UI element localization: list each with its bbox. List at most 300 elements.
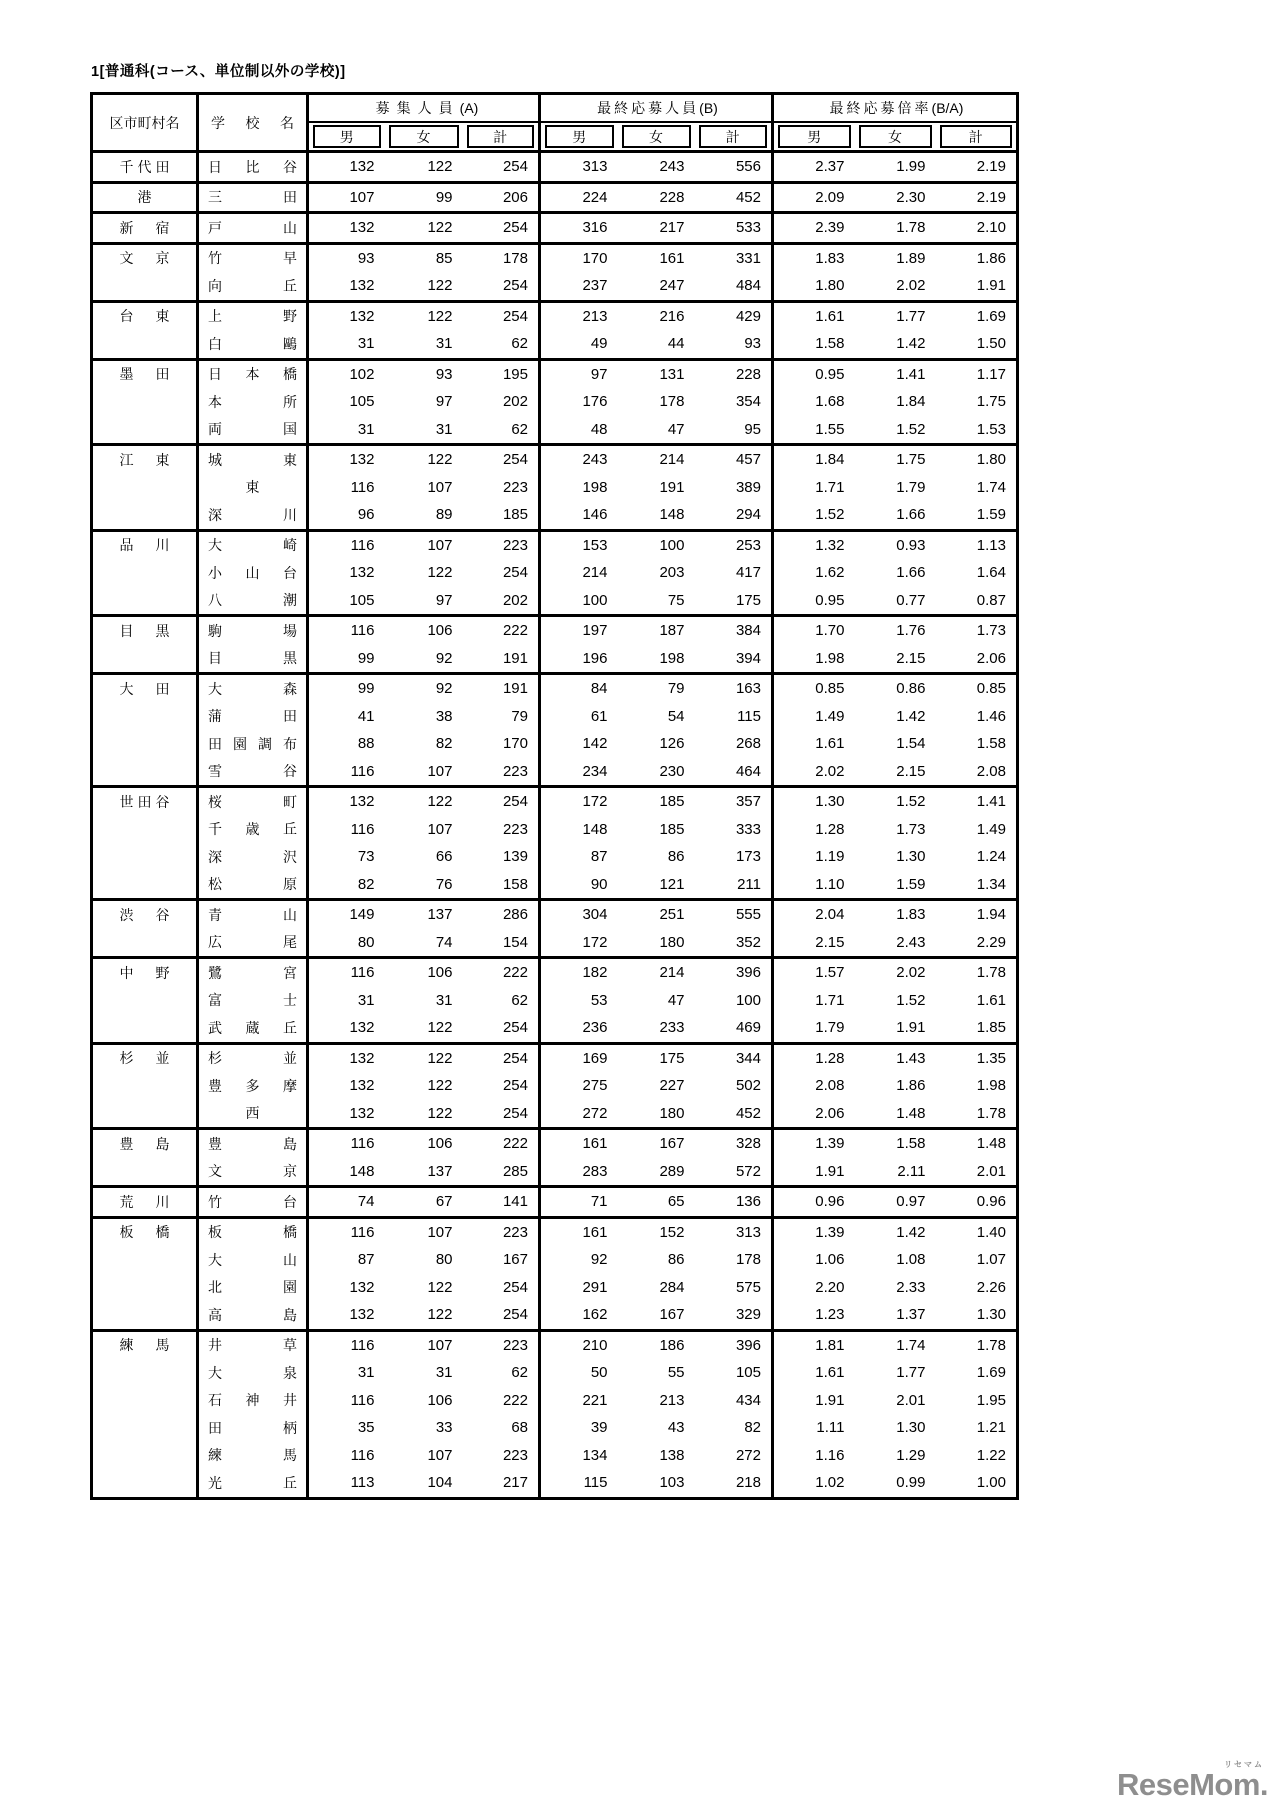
- value-cell: 1.28: [815, 820, 845, 838]
- value-cell: 285: [463, 1158, 540, 1187]
- value-cell: 122: [385, 213, 463, 244]
- subheader-male: 男: [308, 122, 385, 152]
- table-row: [92, 1442, 1018, 1470]
- value-cell: 1.70: [773, 616, 855, 645]
- value-cell: 38: [435, 707, 453, 725]
- value-cell: 286: [463, 900, 540, 929]
- value-cell: 394: [695, 645, 773, 674]
- school-cell: 八 潮: [198, 587, 308, 616]
- value-cell: 1.11: [816, 1419, 845, 1437]
- value-cell: 1.59: [976, 506, 1006, 524]
- value-cell: 115: [583, 1474, 608, 1492]
- value-cell: 106: [385, 1129, 463, 1158]
- school-cell: 文 京: [198, 1158, 308, 1187]
- school-cell: 大 泉: [198, 1359, 308, 1387]
- value-cell: 1.39: [773, 1217, 855, 1246]
- value-cell: 82: [695, 1414, 773, 1442]
- value-cell: 132: [349, 1306, 375, 1324]
- district-cell: 目 黒: [92, 616, 198, 674]
- subheader-female: 女: [855, 122, 936, 152]
- value-cell: 116: [350, 820, 375, 838]
- value-cell: 0.97: [855, 1187, 936, 1218]
- value-cell: 243: [618, 152, 695, 183]
- school-cell: 豊 島: [198, 1129, 308, 1158]
- value-cell: 228: [695, 359, 773, 388]
- value-cell: 254: [463, 272, 540, 301]
- value-cell: 178: [463, 243, 540, 272]
- header-group-ratio: 最終応募倍率(B/A): [773, 94, 1018, 123]
- table-row: [92, 1217, 1018, 1246]
- district-cell: 世 田 谷: [92, 787, 198, 900]
- value-cell: 1.98: [976, 1077, 1006, 1095]
- school-cell: 青 山: [198, 900, 308, 929]
- table-row: [92, 843, 1018, 871]
- district-cell: 練 馬: [92, 1330, 198, 1498]
- value-cell: 1.75: [855, 445, 936, 474]
- value-cell: 186: [618, 1330, 695, 1359]
- value-cell: 161: [540, 1217, 618, 1246]
- value-cell: 469: [695, 1014, 773, 1043]
- value-cell: 149: [308, 900, 385, 929]
- table-row: [92, 1158, 1018, 1187]
- table-row: [92, 301, 1018, 330]
- school-cell: 日 本 橋: [198, 359, 308, 388]
- value-cell: 396: [695, 958, 773, 987]
- value-cell: 0.96: [773, 1187, 855, 1218]
- table-row: [92, 359, 1018, 388]
- value-cell: 187: [618, 616, 695, 645]
- table-row: [92, 182, 1018, 213]
- value-cell: 2.20: [815, 1278, 845, 1296]
- value-cell: 1.78: [936, 1330, 1018, 1359]
- value-cell: 1.52: [896, 420, 926, 438]
- district-cell: 渋 谷: [92, 900, 198, 958]
- value-cell: 167: [463, 1246, 540, 1274]
- value-cell: 1.78: [976, 1104, 1006, 1122]
- subheader-total: 計: [936, 122, 1018, 152]
- value-cell: 452: [695, 1100, 773, 1129]
- value-cell: 203: [659, 564, 685, 582]
- value-cell: 122: [427, 1278, 453, 1296]
- district-cell: 台 東: [92, 301, 198, 359]
- value-cell: 1.54: [896, 735, 926, 753]
- table-row: [92, 1014, 1018, 1043]
- value-cell: 93: [385, 359, 463, 388]
- table-row: [92, 474, 1018, 502]
- table-row: [92, 388, 1018, 416]
- value-cell: 107: [427, 1446, 453, 1464]
- value-cell: 47: [667, 420, 685, 438]
- value-cell: 105: [349, 591, 375, 609]
- value-cell: 2.06: [815, 1104, 845, 1122]
- value-cell: 148: [582, 820, 608, 838]
- table-row: [92, 871, 1018, 900]
- value-cell: 82: [435, 735, 453, 753]
- value-cell: 62: [463, 987, 540, 1015]
- value-cell: 210: [540, 1330, 618, 1359]
- value-cell: 223: [463, 474, 540, 502]
- value-cell: 1.84: [773, 445, 855, 474]
- school-cell: 城 東: [198, 445, 308, 474]
- value-cell: 0.85: [936, 674, 1018, 703]
- value-cell: 1.49: [815, 707, 845, 725]
- value-cell: 132: [349, 1278, 375, 1296]
- value-cell: 230: [659, 762, 685, 780]
- value-cell: 1.71: [815, 991, 845, 1009]
- value-cell: 175: [695, 587, 773, 616]
- table-row: [92, 1387, 1018, 1415]
- value-cell: 146: [582, 506, 608, 524]
- value-cell: 284: [659, 1278, 685, 1296]
- value-cell: 211: [695, 871, 773, 900]
- value-cell: 87: [590, 848, 608, 866]
- value-cell: 148: [349, 1162, 375, 1180]
- value-cell: 331: [695, 243, 773, 272]
- value-cell: 1.43: [855, 1043, 936, 1072]
- value-cell: 116: [308, 1129, 385, 1158]
- value-cell: 1.61: [976, 991, 1006, 1009]
- value-cell: 132: [349, 277, 375, 295]
- value-cell: 2.26: [976, 1278, 1006, 1296]
- table-body: [92, 152, 1018, 1499]
- value-cell: 116: [308, 1330, 385, 1359]
- table-row: [92, 330, 1018, 359]
- table-row: [92, 1043, 1018, 1072]
- value-cell: 218: [695, 1469, 773, 1498]
- value-cell: 153: [540, 530, 618, 559]
- value-cell: 139: [463, 843, 540, 871]
- school-cell: 目 黒: [198, 645, 308, 674]
- district-cell: 豊 島: [92, 1129, 198, 1187]
- table-row: [92, 152, 1018, 183]
- school-header-flex: 学 校 名: [211, 114, 294, 131]
- table-row: [92, 1246, 1018, 1274]
- value-cell: 1.83: [773, 243, 855, 272]
- value-cell: 106: [427, 1391, 453, 1409]
- value-cell: 132: [349, 1019, 375, 1037]
- value-cell: 1.62: [815, 564, 845, 582]
- value-cell: 170: [463, 730, 540, 758]
- school-cell: 日 比 谷: [198, 152, 308, 183]
- value-cell: 1.99: [855, 152, 936, 183]
- value-cell: 31: [357, 1364, 375, 1382]
- value-cell: 137: [385, 900, 463, 929]
- value-cell: 1.00: [976, 1474, 1006, 1492]
- table-row: [92, 1301, 1018, 1330]
- value-cell: 1.41: [855, 359, 936, 388]
- value-cell: 533: [695, 213, 773, 244]
- value-cell: 2.15: [815, 933, 845, 951]
- value-cell: 136: [695, 1187, 773, 1218]
- value-cell: 289: [659, 1162, 685, 1180]
- value-cell: 344: [695, 1043, 773, 1072]
- value-cell: 243: [540, 445, 618, 474]
- value-cell: 214: [618, 445, 695, 474]
- value-cell: 1.59: [896, 875, 926, 893]
- table-row: [92, 1100, 1018, 1129]
- value-cell: 107: [427, 762, 453, 780]
- school-cell: 深 沢: [198, 843, 308, 871]
- value-cell: 328: [695, 1129, 773, 1158]
- table-row: [92, 1187, 1018, 1218]
- value-cell: 97: [540, 359, 618, 388]
- value-cell: 1.30: [896, 848, 926, 866]
- value-cell: 107: [427, 820, 453, 838]
- value-cell: 99: [357, 649, 375, 667]
- value-cell: 68: [463, 1414, 540, 1442]
- value-cell: 89: [435, 506, 453, 524]
- district-cell: 千 代 田: [92, 152, 198, 183]
- value-cell: 1.91: [976, 277, 1006, 295]
- value-cell: 1.98: [815, 649, 845, 667]
- value-cell: 1.69: [936, 301, 1018, 330]
- value-cell: 1.42: [896, 335, 926, 353]
- district-cell: 江 東: [92, 445, 198, 531]
- value-cell: 202: [463, 587, 540, 616]
- value-cell: 384: [695, 616, 773, 645]
- value-cell: 1.23: [815, 1306, 845, 1324]
- value-cell: 223: [463, 1442, 540, 1470]
- value-cell: 1.29: [896, 1446, 926, 1464]
- school-cell: 練 馬: [198, 1442, 308, 1470]
- value-cell: 116: [350, 1391, 375, 1409]
- value-cell: 1.52: [896, 991, 926, 1009]
- value-cell: 272: [695, 1442, 773, 1470]
- school-cell: 東: [198, 474, 308, 502]
- value-cell: 254: [463, 1043, 540, 1072]
- value-cell: 1.55: [815, 420, 845, 438]
- table-row: [92, 445, 1018, 474]
- school-cell: 本 所: [198, 388, 308, 416]
- table-row: [92, 559, 1018, 587]
- value-cell: 1.91: [815, 1391, 845, 1409]
- value-cell: 100: [695, 987, 773, 1015]
- table-row: [92, 674, 1018, 703]
- school-cell: 両 国: [198, 416, 308, 445]
- value-cell: 1.10: [815, 875, 845, 893]
- school-cell: 広 尾: [198, 929, 308, 958]
- value-cell: 107: [427, 478, 453, 496]
- value-cell: 1.86: [936, 243, 1018, 272]
- value-cell: 1.75: [976, 393, 1006, 411]
- value-cell: 329: [695, 1301, 773, 1330]
- value-cell: 0.95: [815, 591, 845, 609]
- district-cell: 荒 川: [92, 1187, 198, 1218]
- value-cell: 222: [463, 1387, 540, 1415]
- value-cell: 79: [463, 703, 540, 731]
- value-cell: 107: [385, 1330, 463, 1359]
- value-cell: 167: [659, 1306, 685, 1324]
- watermark-ruby: リセマム: [1224, 1760, 1264, 1769]
- subheader-male: 男: [540, 122, 618, 152]
- value-cell: 1.80: [936, 445, 1018, 474]
- school-cell: 高 島: [198, 1301, 308, 1330]
- value-cell: 61: [590, 707, 608, 725]
- value-cell: 1.28: [773, 1043, 855, 1072]
- value-cell: 141: [463, 1187, 540, 1218]
- value-cell: 452: [695, 182, 773, 213]
- header-school: [198, 94, 308, 152]
- value-cell: 100: [582, 591, 608, 609]
- value-cell: 217: [463, 1469, 540, 1498]
- value-cell: 2.04: [773, 900, 855, 929]
- value-cell: 0.86: [855, 674, 936, 703]
- table-row: [92, 645, 1018, 674]
- value-cell: 85: [385, 243, 463, 272]
- value-cell: 142: [582, 735, 608, 753]
- value-cell: 457: [695, 445, 773, 474]
- value-cell: 0.96: [936, 1187, 1018, 1218]
- school-cell: 光 丘: [198, 1469, 308, 1498]
- value-cell: 223: [463, 816, 540, 844]
- value-cell: 502: [695, 1072, 773, 1100]
- value-cell: 1.48: [936, 1129, 1018, 1158]
- value-cell: 62: [463, 416, 540, 445]
- value-cell: 122: [427, 1077, 453, 1095]
- value-cell: 122: [385, 787, 463, 816]
- district-cell: 港: [92, 182, 198, 213]
- value-cell: 223: [463, 1217, 540, 1246]
- value-cell: 213: [659, 1391, 685, 1409]
- school-cell: 竹 早: [198, 243, 308, 272]
- district-cell: 墨 田: [92, 359, 198, 445]
- value-cell: 254: [463, 559, 540, 587]
- table-row: [92, 501, 1018, 530]
- value-cell: 251: [618, 900, 695, 929]
- subheader-total: 計: [695, 122, 773, 152]
- value-cell: 35: [357, 1419, 375, 1437]
- value-cell: 1.58: [976, 735, 1006, 753]
- value-cell: 182: [540, 958, 618, 987]
- value-cell: 1.71: [815, 478, 845, 496]
- value-cell: 92: [435, 649, 453, 667]
- value-cell: 2.01: [896, 1391, 926, 1409]
- value-cell: 1.68: [815, 393, 845, 411]
- value-cell: 354: [695, 388, 773, 416]
- value-cell: 222: [463, 616, 540, 645]
- value-cell: 2.09: [773, 182, 855, 213]
- value-cell: 41: [357, 707, 375, 725]
- value-cell: 99: [385, 182, 463, 213]
- school-cell: 西: [198, 1100, 308, 1129]
- value-cell: 313: [695, 1217, 773, 1246]
- value-cell: 1.46: [976, 707, 1006, 725]
- value-cell: 1.78: [936, 958, 1018, 987]
- value-cell: 1.19: [815, 848, 845, 866]
- value-cell: 1.79: [896, 478, 926, 496]
- value-cell: 33: [435, 1419, 453, 1437]
- table-row: [92, 243, 1018, 272]
- value-cell: 2.08: [815, 1077, 845, 1095]
- value-cell: 99: [308, 674, 385, 703]
- value-cell: 122: [385, 301, 463, 330]
- value-cell: 93: [308, 243, 385, 272]
- value-cell: 2.33: [896, 1278, 926, 1296]
- school-cell: 北 園: [198, 1274, 308, 1302]
- value-cell: 66: [435, 848, 453, 866]
- value-cell: 102: [308, 359, 385, 388]
- value-cell: 175: [618, 1043, 695, 1072]
- value-cell: 1.52: [855, 787, 936, 816]
- value-cell: 1.13: [936, 530, 1018, 559]
- value-cell: 180: [659, 933, 685, 951]
- district-cell: 大 田: [92, 674, 198, 787]
- value-cell: 254: [463, 213, 540, 244]
- value-cell: 97: [435, 393, 453, 411]
- table-row: [92, 530, 1018, 559]
- value-cell: 275: [582, 1077, 608, 1095]
- value-cell: 122: [427, 1019, 453, 1037]
- value-cell: 2.15: [896, 649, 926, 667]
- value-cell: 113: [350, 1474, 375, 1492]
- page-title: 1[普通科(コース、単位制以外の学校)]: [91, 64, 346, 80]
- value-cell: 217: [618, 213, 695, 244]
- value-cell: 148: [659, 506, 685, 524]
- value-cell: 1.34: [976, 875, 1006, 893]
- value-cell: 237: [582, 277, 608, 295]
- value-cell: 82: [357, 875, 375, 893]
- value-cell: 222: [463, 958, 540, 987]
- school-cell: 武 蔵 丘: [198, 1014, 308, 1043]
- value-cell: 236: [582, 1019, 608, 1037]
- value-cell: 1.69: [976, 1364, 1006, 1382]
- value-cell: 170: [540, 243, 618, 272]
- value-cell: 47: [667, 991, 685, 1009]
- value-cell: 1.85: [976, 1019, 1006, 1037]
- value-cell: 86: [667, 848, 685, 866]
- value-cell: 31: [357, 420, 375, 438]
- value-cell: 233: [659, 1019, 685, 1037]
- value-cell: 254: [463, 1100, 540, 1129]
- value-cell: 122: [427, 564, 453, 582]
- value-cell: 116: [308, 1217, 385, 1246]
- table-row: [92, 958, 1018, 987]
- value-cell: 214: [582, 564, 608, 582]
- value-cell: 1.84: [896, 393, 926, 411]
- value-cell: 1.80: [815, 277, 845, 295]
- value-cell: 106: [385, 958, 463, 987]
- table-row: [92, 272, 1018, 301]
- value-cell: 304: [540, 900, 618, 929]
- school-cell: 上 野: [198, 301, 308, 330]
- school-cell: 白 鷗: [198, 330, 308, 359]
- value-cell: 31: [435, 1364, 453, 1382]
- value-cell: 50: [590, 1364, 608, 1382]
- table-row: [92, 816, 1018, 844]
- value-cell: 202: [463, 388, 540, 416]
- value-cell: 206: [463, 182, 540, 213]
- value-cell: 254: [463, 1274, 540, 1302]
- value-cell: 223: [463, 758, 540, 787]
- value-cell: 126: [659, 735, 685, 753]
- district-cell: 中 野: [92, 958, 198, 1044]
- table-row: [92, 587, 1018, 616]
- value-cell: 90: [590, 875, 608, 893]
- watermark-text: ReseMom.: [1116, 1767, 1268, 1802]
- value-cell: 178: [659, 393, 685, 411]
- value-cell: 0.77: [896, 591, 926, 609]
- value-cell: 121: [659, 875, 685, 893]
- value-cell: 1.49: [976, 820, 1006, 838]
- value-cell: 178: [695, 1246, 773, 1274]
- value-cell: 162: [582, 1306, 608, 1324]
- school-cell: 大 山: [198, 1246, 308, 1274]
- value-cell: 100: [618, 530, 695, 559]
- value-cell: 167: [618, 1129, 695, 1158]
- subheader-total: 計: [463, 122, 540, 152]
- value-cell: 254: [463, 1072, 540, 1100]
- value-cell: 0.87: [976, 591, 1006, 609]
